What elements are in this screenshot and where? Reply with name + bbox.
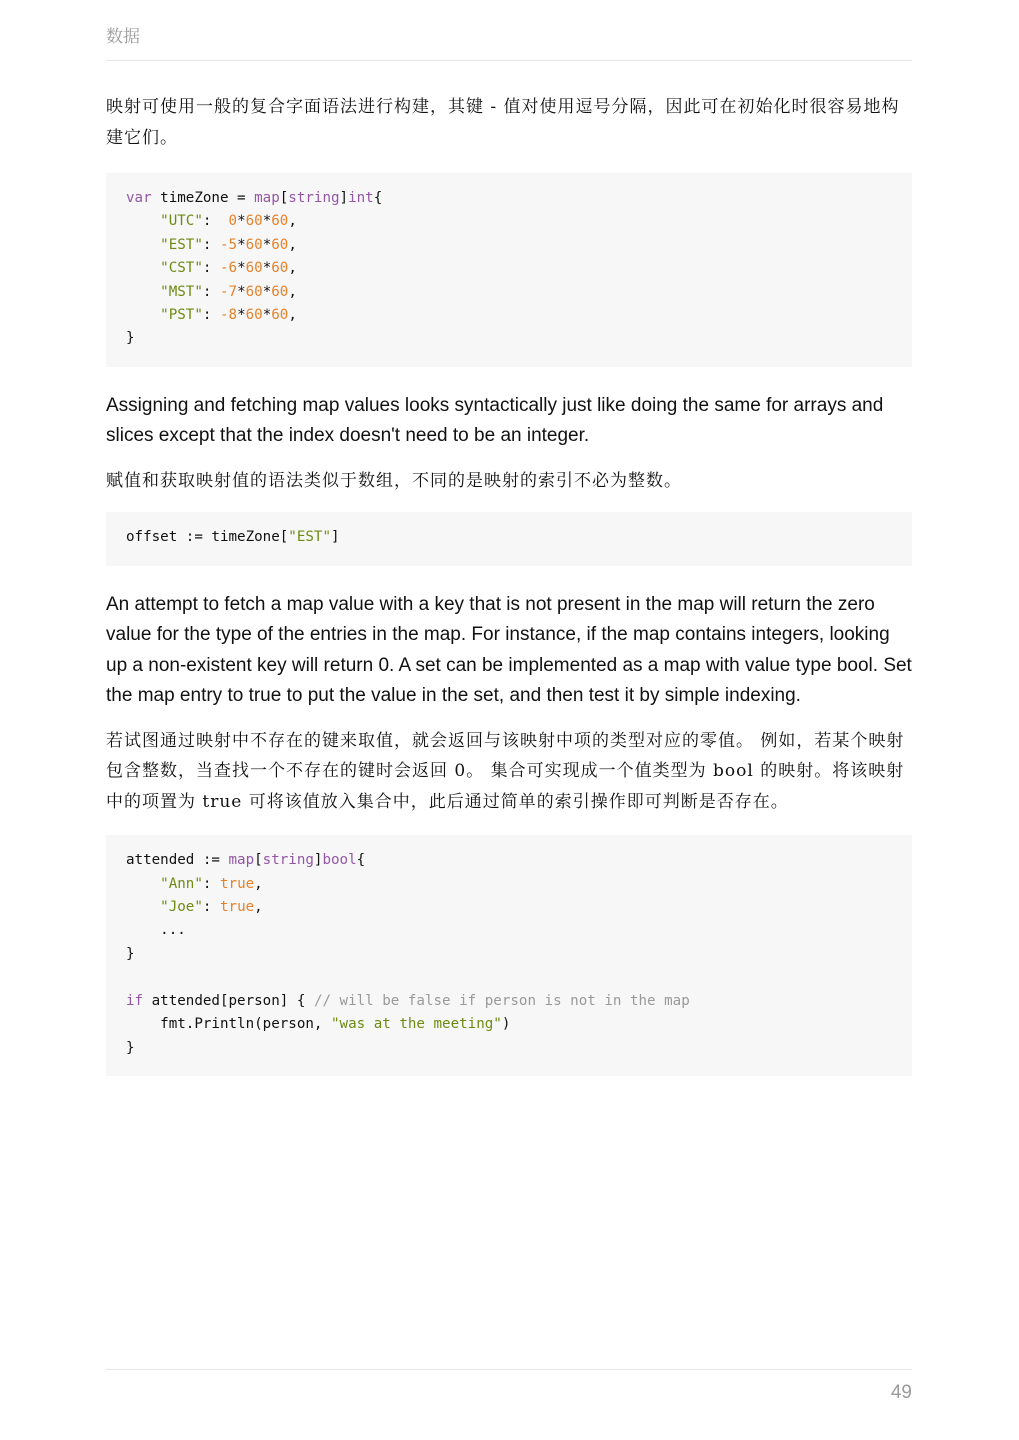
- code-token: 60: [271, 283, 289, 300]
- code-token: "CST": [160, 260, 203, 277]
- code-token: offset := timeZone[: [126, 529, 289, 546]
- code-token: 60: [271, 236, 289, 253]
- code-token: -7: [219, 283, 238, 300]
- code-line: [126, 327, 892, 350]
- code-token: int: [348, 190, 374, 206]
- code-token: [: [254, 852, 263, 869]
- code-token: }: [126, 330, 135, 347]
- code-token: ...: [126, 922, 186, 939]
- code-line: [126, 187, 892, 210]
- code-token: 60: [271, 307, 289, 324]
- code-token: {: [373, 190, 383, 206]
- code-token: -5: [219, 236, 238, 253]
- code-token: bool: [322, 852, 357, 869]
- code-token: ]: [339, 190, 349, 206]
- code-token: true: [219, 875, 255, 892]
- paragraph-zh-zero-value: 若试图通过映射中不存在的键来取值，就会返回与该映射中项的类型对应的零值。 例如，若某个映射包含整数，当查找一个不存在的键时会返回 0。 集合可实现成一个值类型为 bool 的映射。将该映射中的项置为 true 可将该值放入集合中，此后通过简单的索引操作即可判断是否存在。: [106, 730, 905, 812]
- paragraph-en-zero-value: An attempt to fetch a map value with a key that is not present in the map will return the zero value for the type of the entries in the map. For instance, if the map contains integers, looking up a non-existent key will return 0. A set can be implemented as a map with value type bool. Set the map entry to true to put the value in the set, and then test it by simple indexing.: [106, 593, 912, 707]
- code-token: if: [126, 992, 144, 1009]
- code-line: [126, 1013, 892, 1036]
- code-token: ,: [254, 875, 263, 892]
- code-token: 60: [245, 283, 263, 300]
- footer-divider: [106, 1369, 912, 1370]
- code-token: string: [288, 190, 340, 206]
- code-token: "EST": [160, 236, 203, 253]
- code-token: 60: [245, 307, 263, 324]
- code-token: :: [202, 283, 220, 300]
- code-token: *: [237, 307, 246, 324]
- code-token: ]: [313, 852, 323, 869]
- paragraph-zh-assign-fetch: 赋值和获取映射值的语法类似于数组，不同的是映射的索引不必为整数。: [106, 470, 682, 491]
- code-line: [126, 849, 892, 872]
- code-token: ,: [254, 899, 263, 916]
- code-token: 60: [271, 260, 289, 277]
- code-line: [126, 919, 892, 942]
- code-token: map: [254, 190, 280, 206]
- code-token: true: [219, 899, 255, 916]
- paragraph-zh-map-literal: 映射可使用一般的复合字面语法进行构建，其键 - 值对使用逗号分隔，因此可在初始化时很容易地构建它们。: [106, 97, 900, 148]
- code-line: [126, 526, 892, 549]
- code-line: [126, 257, 892, 280]
- code-token: :: [202, 875, 220, 892]
- code-token: -6: [219, 260, 238, 277]
- code-token: :: [202, 260, 220, 277]
- code-token: fmt.Println(person,: [126, 1016, 331, 1033]
- code-block-offset: [106, 512, 912, 565]
- code-token: 60: [271, 213, 289, 230]
- code-token: ,: [288, 307, 297, 324]
- page-content: [106, 92, 912, 1076]
- code-token: *: [262, 236, 272, 253]
- code-token: ]: [331, 529, 340, 546]
- code-token: ,: [288, 283, 297, 300]
- code-line: [126, 873, 892, 896]
- paragraph-en-assign-fetch: Assigning and fetching map values looks syntactically just like doing the same for arrays and slices except that the index doesn't need to be an integer.: [106, 394, 884, 447]
- code-token: }: [126, 945, 135, 962]
- code-block-timezone-map: [106, 173, 912, 367]
- code-token: *: [237, 213, 246, 230]
- code-token: :: [202, 307, 220, 324]
- code-token: -8: [219, 307, 238, 324]
- code-token: attended :=: [126, 852, 229, 869]
- code-token: [: [279, 190, 289, 206]
- code-line: [126, 304, 892, 327]
- code-line: [126, 896, 892, 919]
- code-line: [126, 943, 892, 966]
- code-token: *: [262, 307, 272, 324]
- code-token: "UTC": [160, 213, 203, 230]
- code-token: {: [356, 852, 366, 869]
- code-token: // will be false if person is not in the map: [313, 992, 690, 1009]
- code-token: 0: [228, 213, 238, 230]
- code-token: string: [262, 852, 314, 869]
- code-token: ): [501, 1016, 511, 1033]
- code-line: [126, 1037, 892, 1060]
- code-token: "was at the meeting": [331, 1016, 502, 1033]
- running-header: 数据: [106, 27, 140, 47]
- code-token: [126, 307, 160, 323]
- code-line: [126, 281, 892, 304]
- code-token: [126, 876, 160, 892]
- code-token: 60: [245, 213, 263, 230]
- code-token: "PST": [160, 307, 203, 324]
- code-token: "Ann": [160, 875, 203, 892]
- code-token: :: [202, 236, 220, 253]
- page-number: 49: [890, 1382, 912, 1403]
- code-token: ,: [288, 260, 297, 277]
- code-token: [126, 213, 160, 229]
- code-token: 60: [245, 260, 263, 277]
- code-line: [126, 966, 892, 989]
- code-token: var: [126, 190, 152, 206]
- code-token: *: [237, 283, 246, 300]
- code-token: :: [202, 899, 220, 916]
- code-token: }: [126, 1039, 135, 1056]
- code-token: timeZone =: [151, 190, 255, 206]
- code-token: [126, 899, 160, 915]
- code-token: *: [237, 260, 246, 277]
- code-token: *: [262, 283, 272, 300]
- code-block-attended-set: [106, 835, 912, 1076]
- code-token: *: [237, 236, 246, 253]
- code-token: "Joe": [160, 899, 203, 916]
- code-token: *: [262, 260, 272, 277]
- code-line: [126, 234, 892, 257]
- code-token: "MST": [160, 283, 203, 300]
- header-divider: [106, 60, 912, 61]
- code-token: 60: [245, 236, 263, 253]
- code-token: *: [262, 213, 272, 230]
- code-token: [126, 237, 160, 253]
- code-line: [126, 210, 892, 233]
- code-token: "EST": [288, 529, 332, 546]
- code-line: [126, 990, 892, 1013]
- code-token: :: [202, 213, 229, 230]
- code-token: [126, 260, 160, 276]
- code-token: ,: [288, 236, 297, 253]
- code-token: map: [228, 852, 255, 869]
- code-token: ,: [288, 213, 297, 230]
- code-token: attended[person] {: [143, 992, 314, 1009]
- code-token: [126, 284, 160, 300]
